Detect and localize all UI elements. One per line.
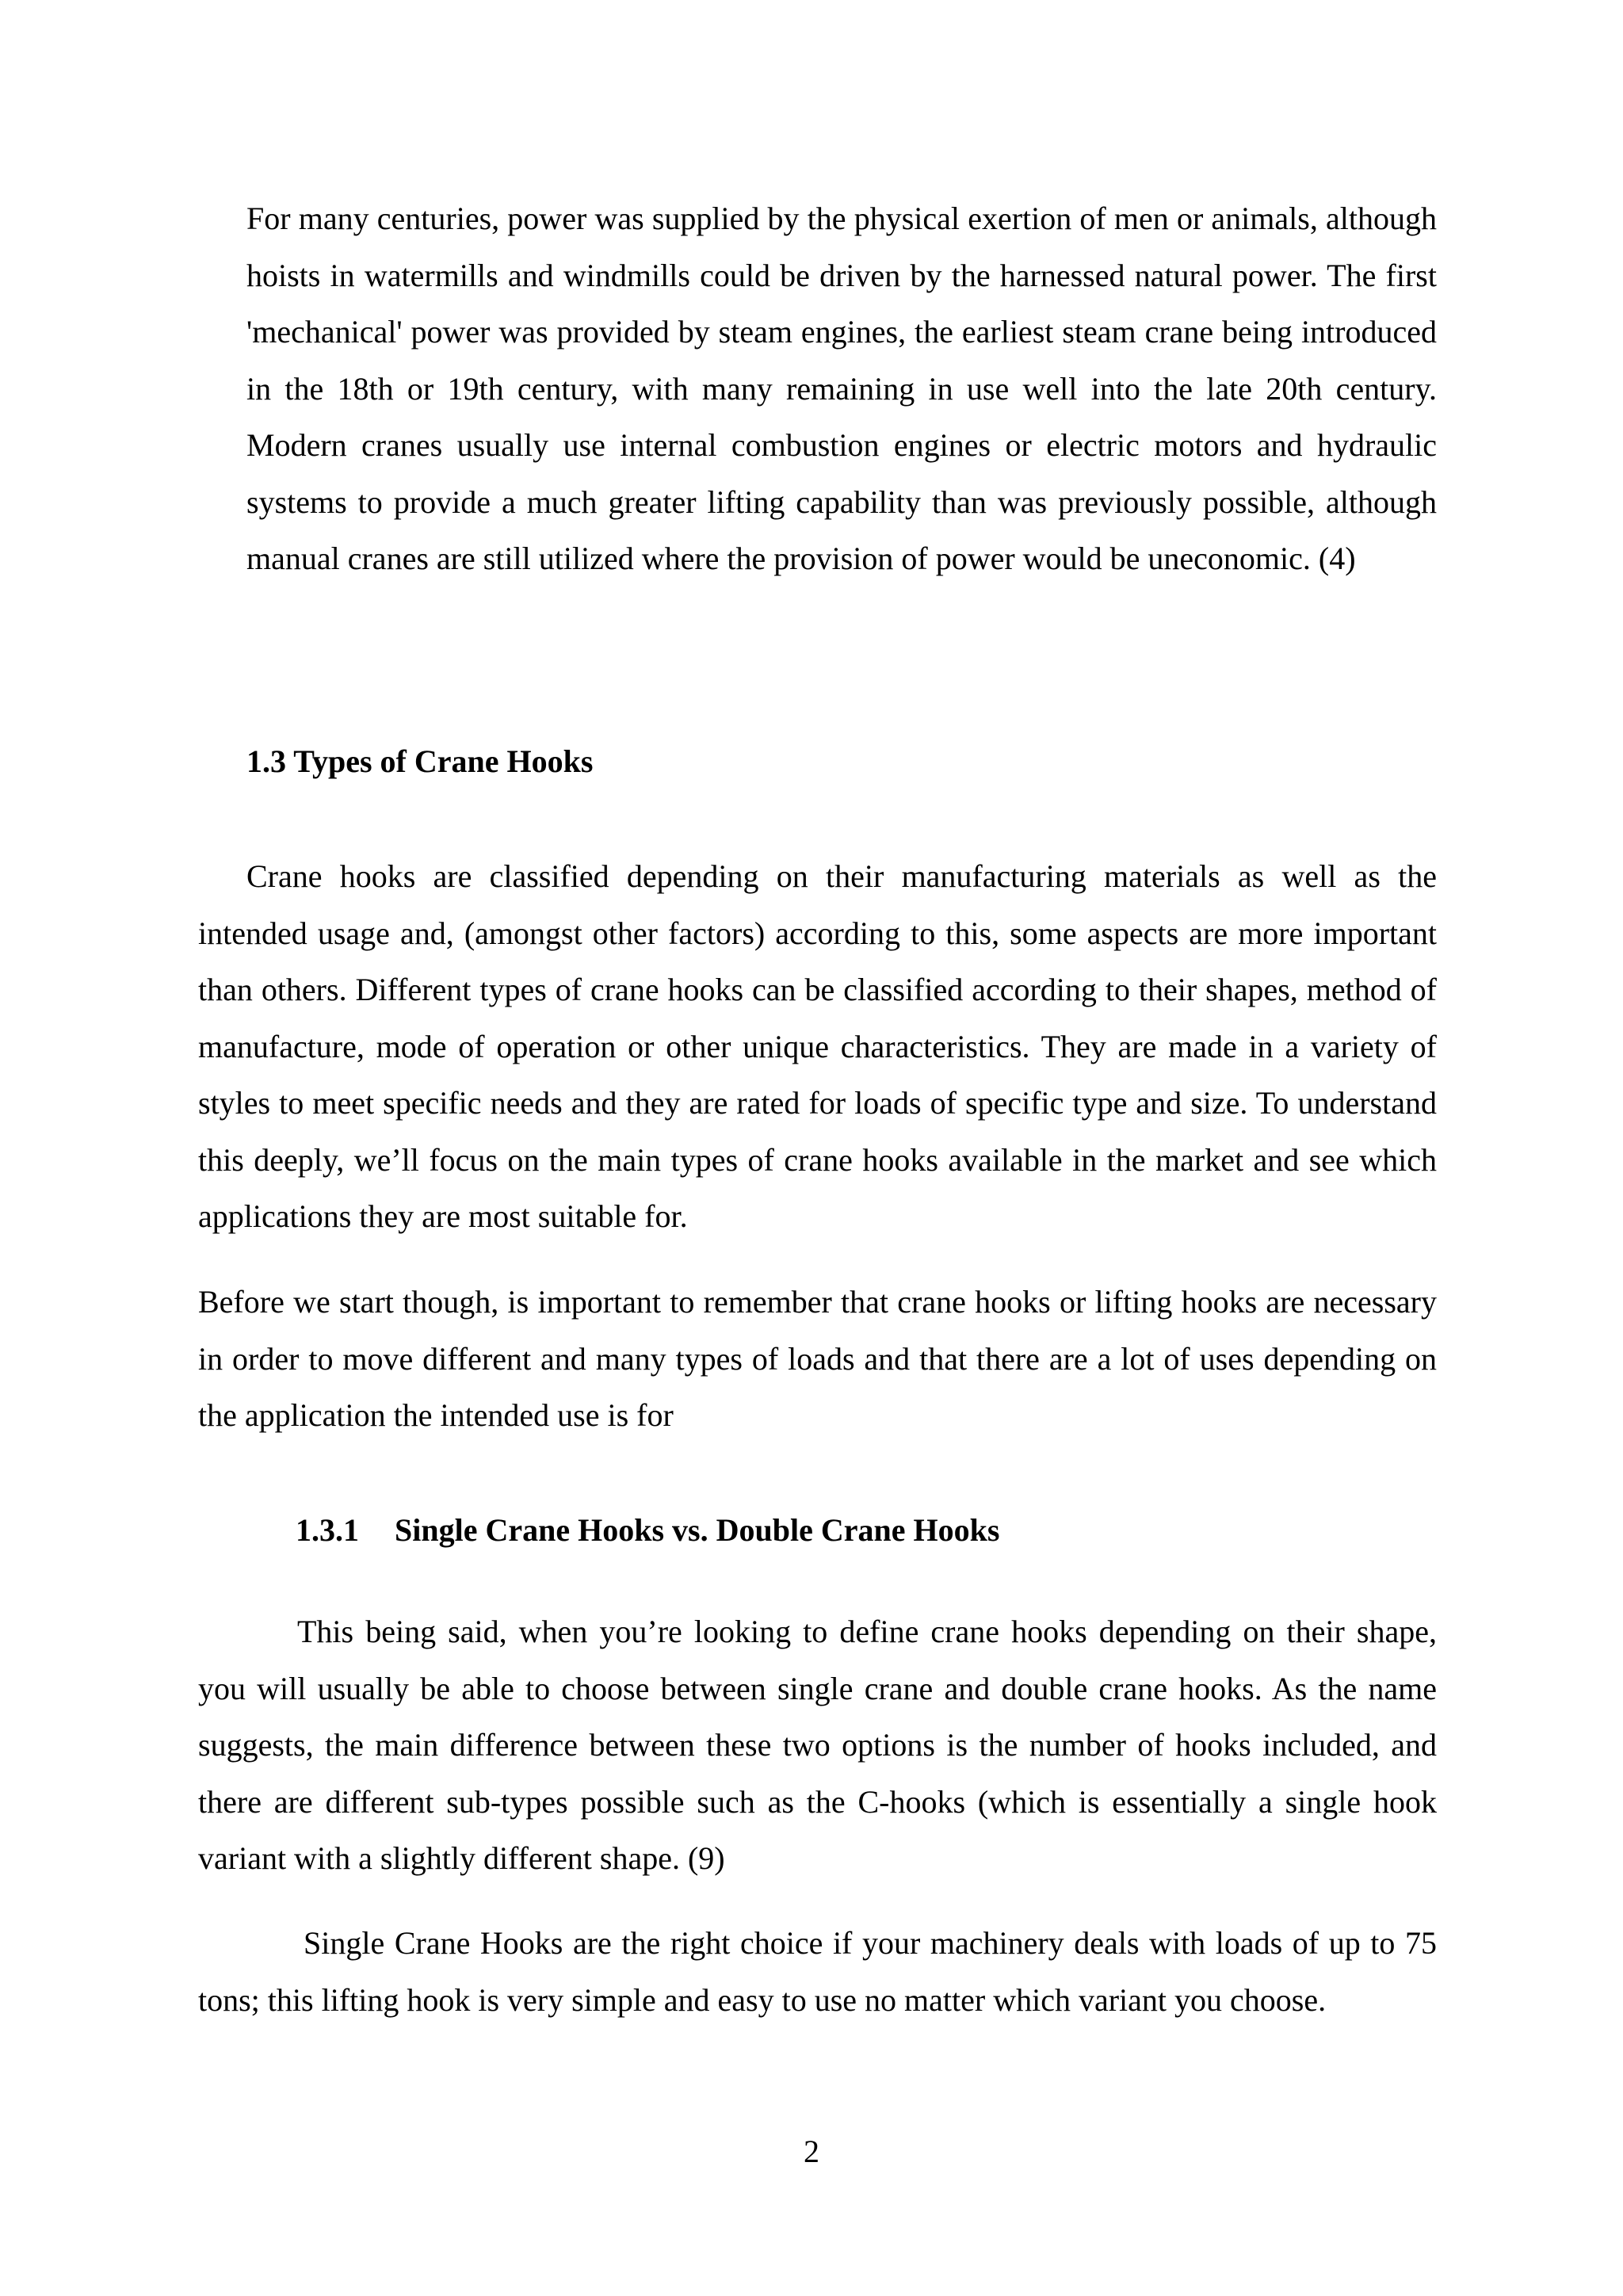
paragraph-before-we-start: Before we start though, is important to remember that crane hooks or lifting hooks are necessary in order to move different and many types of loads and that there are a lot of uses depending on the application the intended use is for <box>198 1284 1437 1433</box>
paragraph-crane-power-history: For many centuries, power was supplied by the physical exertion of men or animals, although hoists in watermills and windmills could be driven by the harnessed natural power. The first 'mechanical' power was provided by steam engines, the earliest steam crane being introduced in the 18th or 19th century, with many remaining in use well into the late 20th century. Modern cranes usually use internal combustion engines or electric motors and hydraulic systems to provide a much greater lifting capability than was previously possible, although manual cranes are still utilized where the provision of power would be uneconomic. (4) <box>246 201 1437 576</box>
page-number: 2 <box>804 2134 819 2169</box>
subsection-title: Single Crane Hooks vs. Double Crane Hooks <box>395 1512 1000 1548</box>
paragraph-single-crane-hooks: Single Crane Hooks are the right choice if your machinery deals with loads of up to 75 tons; this lifting hook is very simple and easy to use no matter which variant you choose. <box>198 1925 1437 2018</box>
subsection-heading <box>296 1511 999 1550</box>
paragraph-hook-shapes: This being said, when you’re looking to define crane hooks depending on their shape, you will usually be able to choose between single crane and double crane hooks. As the name suggests, the main difference between these two options is the number of hooks included, and there are different sub-types possible such as the C-hooks (which is essentially a single hook variant with a slightly different shape. (9) <box>198 1614 1437 1876</box>
paragraph-crane-hook-classification: Crane hooks are classified depending on their manufacturing materials as well as the intended usage and, (amongst other factors) according to this, some aspects are more important than others. Different types of crane hooks can be classified according to their shapes, method of manufacture, mode of operation or other unique characteristics. They are made in a variety of styles to meet specific needs and they are rated for loads of specific type and size. To understand this deeply, we’ll focus on the main types of crane hooks available in the market and see which applications they are most suitable for. <box>198 858 1437 1234</box>
subsection-number: 1.3.1 <box>296 1512 359 1548</box>
section-heading-types-of-crane-hooks: 1.3 Types of Crane Hooks <box>246 743 594 779</box>
